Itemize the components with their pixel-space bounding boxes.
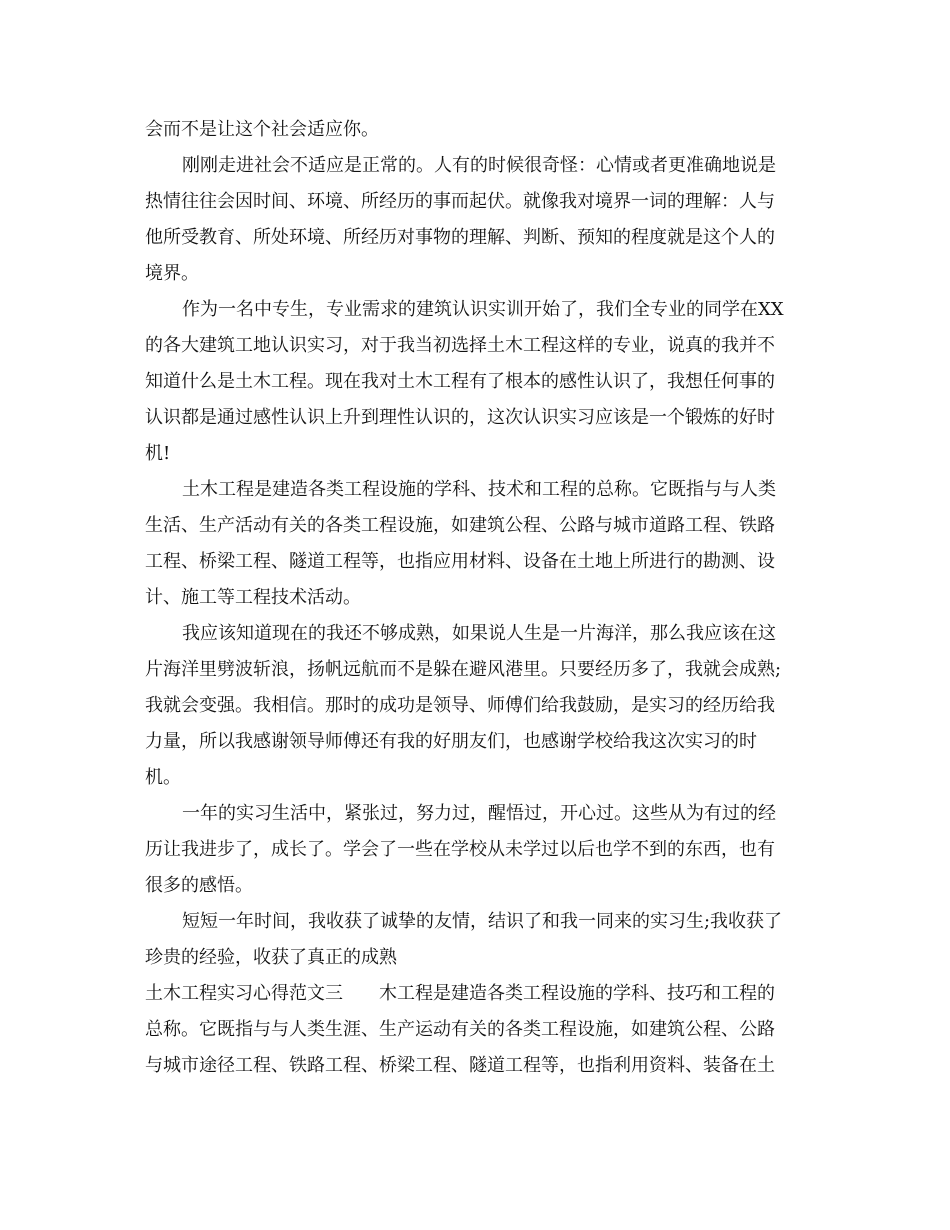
text-line: 总称。它既指与与人类生涯、生产运动有关的各类工程设施，如建筑公程、公路 [145,1019,775,1040]
text-line: 热情往往会因时间、环境、所经历的事而起伏。就像我对境界一词的理解：人与 [145,191,775,212]
text-line: 他所受教育、所处环境、所经历对事物的理解、判断、预知的程度就是这个人的 [145,227,775,248]
paragraph-start-line: 刚刚走进社会不适应是正常的。人有的时候很奇怪：心情或者更准确地说是 [182,155,776,176]
text-line: 机。 [145,767,181,788]
paragraph-start-line: 一年的实习生活中，紧张过，努力过，醒悟过，开心过。这些从为有过的经 [182,803,776,824]
text-line: 计、施工等工程技术活动。 [145,587,361,608]
text-line: 的各大建筑工地认识实习，对于我当初选择土木工程这样的专业，说真的我并不 [145,335,775,356]
text-line: 历让我进步了，成长了。学会了一些在学校从未学过以后也学不到的东西，也有 [145,839,775,860]
text-line: 工程、桥梁工程、隧道工程等，也指应用材料、设备在土地上所进行的勘测、设 [145,551,775,572]
text-line: 认识都是通过感性认识上升到理性认识的，这次认识实习应该是一个锻炼的好时 [145,407,775,428]
text-line: 珍贵的经验，收获了真正的成熟 [145,947,397,968]
text-line: 我就会变强。我相信。那时的成功是领导、师傅们给我鼓励，是实习的经历给我 [145,695,775,716]
text-line: 很多的感悟。 [145,875,253,896]
document-body [145,112,807,1084]
text-line: 生活、生产活动有关的各类工程设施，如建筑公程、公路与城市道路工程、铁路 [145,515,775,536]
paragraph-start-line: 作为一名中专生，专业需求的建筑认识实训开始了，我们全专业的同学在XX [182,299,784,320]
section-first-line: 木工程是建造各类工程设施的学科、技巧和工程的 [379,983,775,1004]
section-heading-line [145,976,807,1012]
text-line: 片海洋里劈波斩浪，扬帆远航而不是躲在避风港里。只要经历多了，我就会成熟; [145,659,782,680]
text-line: 知道什么是土木工程。现在我对土木工程有了根本的感性认识了，我想任何事的 [145,371,775,392]
paragraph-start-line: 短短一年时间，我收获了诚挚的友情，结识了和我一同来的实习生;我收获了 [182,911,783,932]
text-line: 与城市途径工程、铁路工程、桥梁工程、隧道工程等，也指利用资料、装备在土 [145,1055,775,1076]
text-line: 境界。 [145,263,199,284]
text-line: 会而不是让这个社会适应你。 [145,119,379,140]
paragraph-start-line: 我应该知道现在的我还不够成熟，如果说人生是一片海洋，那么我应该在这 [182,623,776,644]
paragraph-start-line: 土木工程是建造各类工程设施的学科、技术和工程的总称。它既指与与人类 [182,479,776,500]
text-line: 机! [145,443,171,464]
section-title: 土木工程实习心得范文三 [145,983,343,1004]
text-line: 力量，所以我感谢领导师傅还有我的好朋友们，也感谢学校给我这次实习的时 [145,731,757,752]
